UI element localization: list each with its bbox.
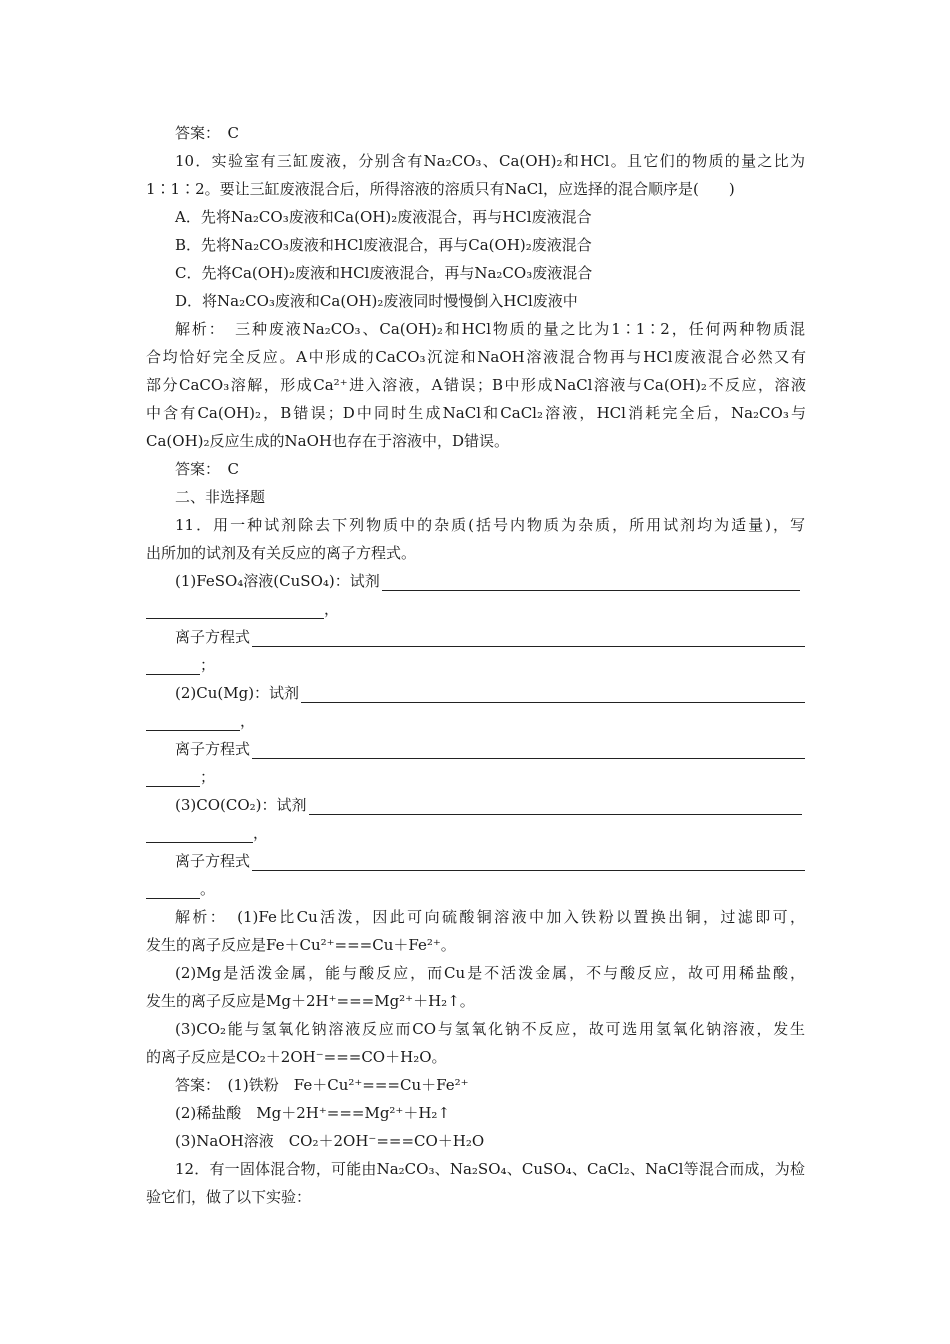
answer-q10: 答案： C — [175, 460, 239, 478]
q10-analysis-line2: 合均恰好完全反应。A中形成的CaCO₃沉淀和NaOH溶液混合物再与HCl废液混合必然又有 — [146, 348, 806, 366]
q10-option-b: B．先将Na₂CO₃废液和HCl废液混合，再与Ca(OH)₂废液混合 — [175, 236, 592, 254]
q11-2-ionic-blank[interactable] — [252, 744, 805, 759]
q10-analysis-line5: Ca(OH)₂反应生成的NaOH也存在于溶液中，D错误。 — [146, 432, 509, 450]
q11-1-reagent-blank[interactable] — [382, 576, 800, 591]
comma: ， — [324, 600, 340, 618]
q11-1-label: (1)FeSO₄溶液(CuSO₄)：试剂 — [175, 572, 380, 590]
q10-stem-line2: 1∶1∶2。要让三缸废液混合后，所得溶液的溶质只有NaCl，应选择的混合顺序是( ) — [146, 180, 735, 198]
q11-2-label: (2)Cu(Mg)：试剂 — [175, 684, 300, 702]
answer-q11-3: (3)NaOH溶液 CO₂＋2OH⁻===CO＋H₂O — [175, 1132, 485, 1150]
semicolon: ； — [200, 656, 216, 674]
q11-2-ionic-cont — [146, 767, 806, 787]
q11-1-reagent-blank-cont[interactable] — [146, 604, 324, 619]
q12-stem-line1: 12．有一固体混合物，可能由Na₂CO₃、Na₂SO₄、CuSO₄、CaCl₂、NaCl等混合而成，为检 — [175, 1160, 805, 1178]
q11-2-ionic-row — [175, 739, 805, 759]
answer-q9: 答案： C — [175, 124, 239, 142]
answer-q11-2: (2)稀盐酸 Mg＋2H⁺===Mg²⁺＋H₂↑ — [175, 1104, 451, 1122]
q11-3-ionic-blank[interactable] — [252, 856, 805, 871]
q10-stem-line1: 10．实验室有三缸废液，分别含有Na₂CO₃、Ca(OH)₂和HCl。且它们的物质的量之比为 — [175, 152, 805, 170]
q11-1-ionic-blank[interactable] — [252, 632, 805, 647]
q11-analysis-line1: 解析： (1)Fe比Cu活泼，因此可向硫酸铜溶液中加入铁粉以置换出铜，过滤即可， — [175, 908, 805, 926]
comma: ， — [240, 712, 256, 730]
answer-q11-1: 答案： (1)铁粉 Fe＋Cu²⁺===Cu＋Fe²⁺ — [175, 1076, 469, 1094]
q11-1-reagent-row — [175, 571, 800, 591]
q12-stem-line2: 验它们，做了以下实验： — [146, 1188, 312, 1206]
q10-option-a: A．先将Na₂CO₃废液和Ca(OH)₂废液混合，再与HCl废液混合 — [175, 208, 592, 226]
q11-2-reagent-row — [175, 683, 805, 703]
ionic-label: 离子方程式 — [175, 628, 251, 646]
semicolon: ； — [200, 768, 216, 786]
q11-3-ionic-blank-cont[interactable] — [146, 884, 200, 899]
comma: ， — [253, 824, 269, 842]
q10-option-c: C．先将Ca(OH)₂废液和HCl废液混合，再与Na₂CO₃废液混合 — [175, 264, 593, 282]
q11-1-ionic-row — [175, 627, 805, 647]
q11-3-reagent-cont — [146, 823, 806, 843]
q11-1-reagent-cont — [146, 599, 806, 619]
q11-3-label: (3)CO(CO₂)：试剂 — [175, 796, 307, 814]
q11-analysis-line4: 发生的离子反应是Mg＋2H⁺===Mg²⁺＋H₂↑。 — [146, 992, 475, 1010]
section-heading: 二、非选择题 — [175, 488, 266, 506]
q11-3-ionic-row — [175, 851, 805, 871]
q11-3-reagent-blank-cont[interactable] — [146, 828, 253, 843]
q11-2-reagent-blank-cont[interactable] — [146, 716, 240, 731]
q11-1-ionic-blank-cont[interactable] — [146, 660, 200, 675]
q10-analysis-line3: 部分CaCO₃溶解，形成Ca²⁺进入溶液，A错误；B中形成NaCl溶液与Ca(OH)₂不反应，溶液 — [146, 376, 806, 394]
q11-stem-line1: 11．用一种试剂除去下列物质中的杂质(括号内物质为杂质，所用试剂均为适量)，写 — [175, 516, 805, 534]
q10-analysis-line1: 解析： 三种废液Na₂CO₃、Ca(OH)₂和HCl物质的量之比为1∶1∶2，任何两种物质混 — [175, 320, 805, 338]
q11-1-ionic-cont — [146, 655, 806, 675]
q10-analysis-line4: 中含有Ca(OH)₂，B错误；D中同时生成NaCl和CaCl₂溶液，HCl消耗完全后，Na₂CO₃与 — [146, 404, 806, 422]
ionic-label: 离子方程式 — [175, 740, 251, 758]
q11-3-reagent-row — [175, 795, 802, 815]
q11-stem-line2: 出所加的试剂及有关反应的离子方程式。 — [146, 544, 417, 562]
q11-analysis-line6: 的离子反应是CO₂＋2OH⁻===CO＋H₂O。 — [146, 1048, 447, 1066]
period: 。 — [200, 880, 216, 898]
q11-2-reagent-cont — [146, 711, 806, 731]
q11-3-ionic-cont — [146, 879, 806, 899]
q11-analysis-line5: (3)CO₂能与氢氧化钠溶液反应而CO与氢氧化钠不反应，故可选用氢氧化钠溶液，发生 — [175, 1020, 805, 1038]
ionic-label: 离子方程式 — [175, 852, 251, 870]
q11-3-reagent-blank[interactable] — [309, 800, 802, 815]
q10-option-d: D．将Na₂CO₃废液和Ca(OH)₂废液同时慢慢倒入HCl废液中 — [175, 292, 578, 310]
q11-2-reagent-blank[interactable] — [301, 688, 805, 703]
q11-analysis-line3: (2)Mg是活泼金属，能与酸反应，而Cu是不活泼金属，不与酸反应，故可用稀盐酸， — [175, 964, 805, 982]
q11-analysis-line2: 发生的离子反应是Fe＋Cu²⁺===Cu＋Fe²⁺。 — [146, 936, 456, 954]
q11-2-ionic-blank-cont[interactable] — [146, 772, 200, 787]
